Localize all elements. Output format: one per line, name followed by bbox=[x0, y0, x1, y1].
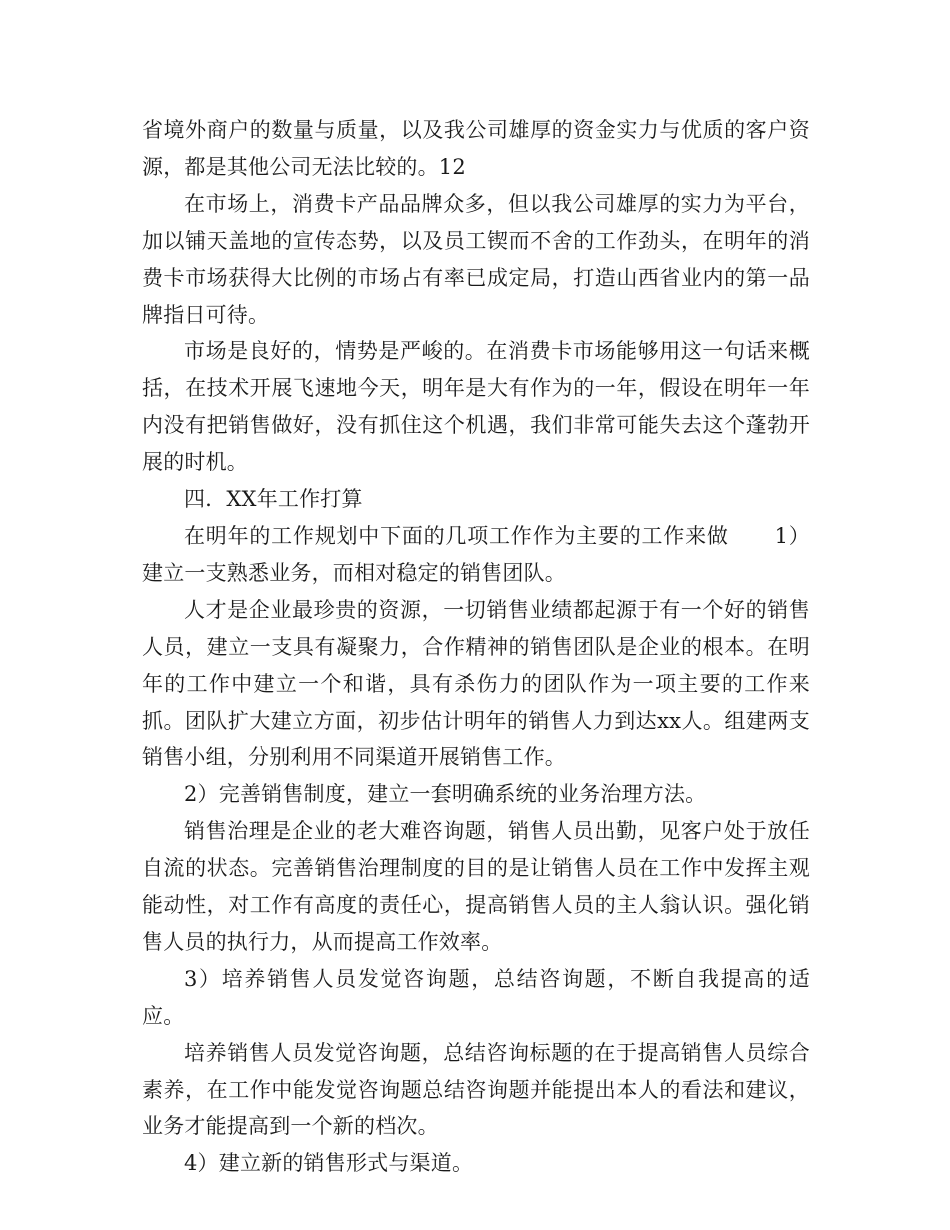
paragraph-sales-management: 销售治理是企业的老大难咨询题，销售人员出勤，见客户处于放任自流的状态。完善销售治理制度的目的是让销售人员在工作中发挥主观能动性，对工作有高度的责任心，提高销售人员的主人翁认识。强化销售人员的执行力，从而提高工作效率。 bbox=[142, 819, 810, 954]
paragraph-continuation: 省境外商户的数量与质量，以及我公司雄厚的资金实力与优质的客户资源，都是其他公司无法比较的。12 bbox=[142, 118, 810, 179]
paragraph-market: 在市场上，消费卡产品品牌众多，但以我公司雄厚的实力为平台，加以铺天盖地的宣传态势，以及员工锲而不舍的工作劲头，在明年的消费卡市场获得大比例的市场占有率已成定局，打造山西省业内的第一品牌指日可待。 bbox=[142, 191, 810, 327]
paragraph-situation: 市场是良好的，情势是严峻的。在消费卡市场能够用这一句话来概括，在技术开展飞速地今天，明年是大有作为的一年，假设在明年一年内没有把销售做好，没有抓住这个机遇，我们非常可能失去这个蓬勃开展的时机。 bbox=[142, 339, 810, 475]
paragraph-training: 培养销售人员发觉咨询题，总结咨询标题的在于提高销售人员综合素养，在工作中能发觉咨询题总结咨询题并能提出本人的看法和建议，业务才能提高到一个新的档次。 bbox=[142, 1040, 810, 1139]
plan-intro-text: 在明年的工作规划中下面的几项工作作为主要的工作来做 bbox=[184, 523, 729, 548]
section-heading-work-plan: 四．XX年工作打算 bbox=[184, 487, 363, 512]
plan-item-number: 1） bbox=[774, 523, 811, 548]
document-body bbox=[142, 112, 810, 1182]
paragraph-talent: 人才是企业最珍贵的资源，一切销售业绩都起源于有一个好的销售人员，建立一支具有凝聚力，合作精神的销售团队是企业的根本。在明年的工作中建立一个和谐，具有杀伤力的团队作为一项主要的工作来抓。团队扩大建立方面，初步估计明年的销售人力到达xx人。组建两支销售小组，分别利用不同渠道开展销售工作。 bbox=[142, 597, 810, 770]
plan-item-2: 2）完善销售制度，建立一套明确系统的业务治理方法。 bbox=[184, 782, 707, 807]
plan-item-3: 3）培养销售人员发觉咨询题，总结咨询题，不断自我提高的适应。 bbox=[142, 966, 810, 1028]
plan-item-1-text: 建立一支熟悉业务，而相对稳定的销售团队。 bbox=[142, 560, 566, 585]
plan-item-4: 4）建立新的销售形式与渠道。 bbox=[184, 1151, 474, 1176]
paragraph-plan-intro bbox=[142, 518, 810, 592]
